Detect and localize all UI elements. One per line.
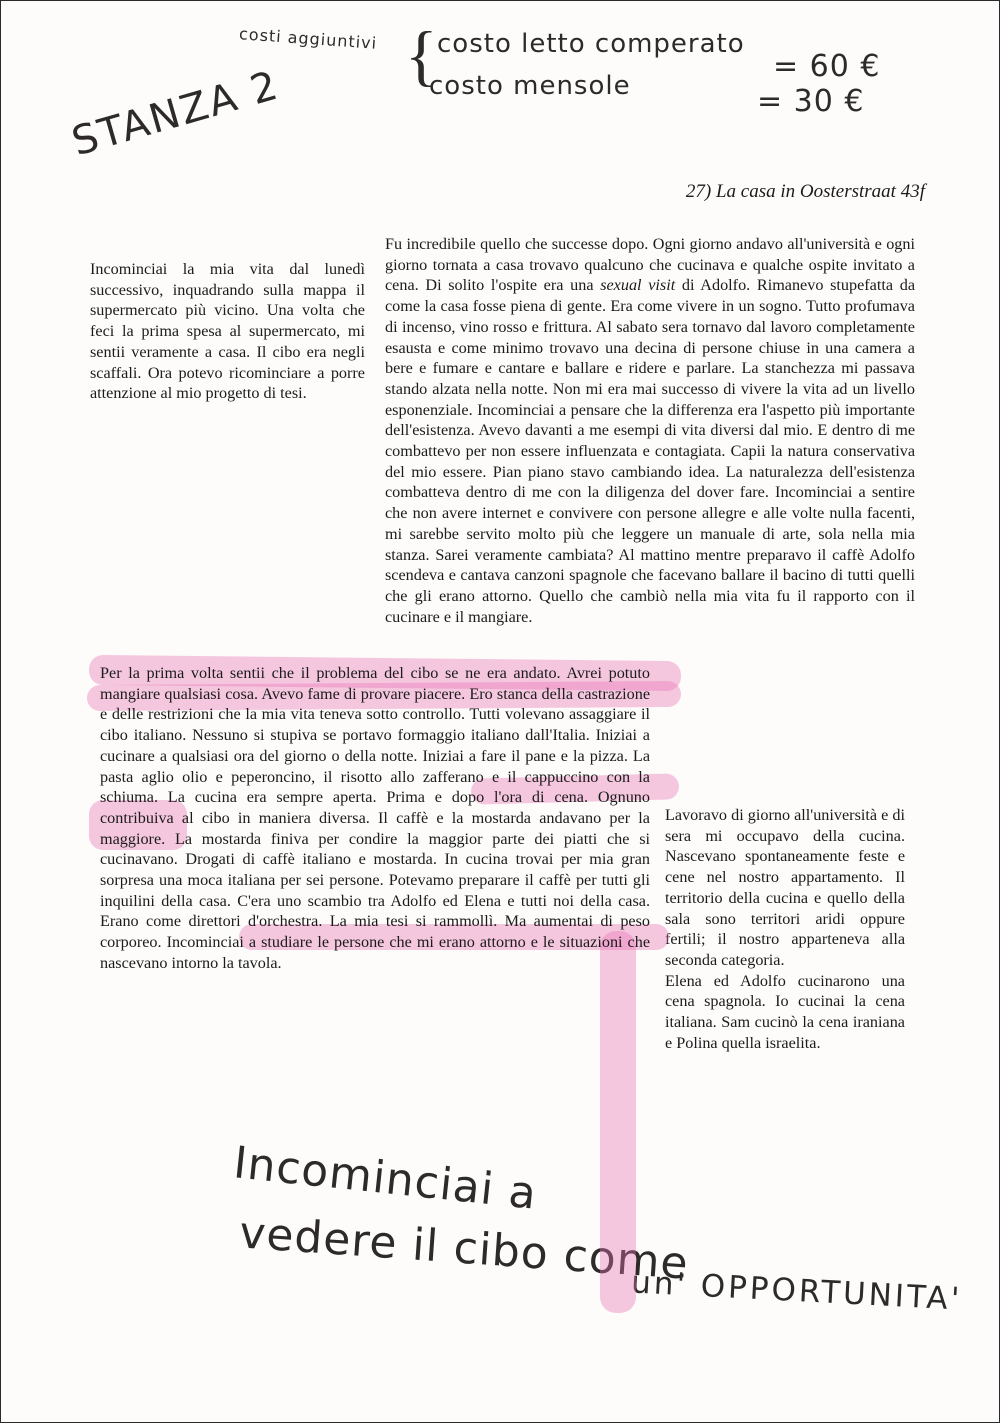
text-column-side-right [665, 805, 905, 1053]
handwritten-closing-line-1: Incominciai a [231, 1137, 540, 1220]
handwritten-cost-bed: costo letto comperato [437, 29, 745, 59]
handwritten-closing-line-3: un' OPPORTUNITA' [630, 1264, 964, 1318]
handwritten-cost-bed-value: = 60 € [773, 49, 881, 84]
paragraph [385, 234, 915, 627]
paragraph: Incominciai la mia vita dal lunedì successivo, inquadrando sulla mappa il supermercato più vicino. Una volta che feci la prima spesa al supermercato, mi sentii veramente a casa. Il cibo era negli scaffali. Ora potevo ricominciare a porre attenzione al mio progetto di tesi. [90, 260, 365, 403]
handwritten-brace: { [405, 17, 439, 93]
text-column-right-top [385, 234, 915, 627]
handwritten-cost-shelves: costo mensole [429, 71, 631, 101]
running-head: 27) La casa in Oosterstraat 43f [685, 181, 925, 202]
handwritten-extra-costs-label: costi aggiuntivi [238, 24, 378, 53]
text-run: Fu incredibile quello che successe dopo. Ogni giorno andavo all'università e ogni giorno tornata a casa trovavo qualcuno che cucinava e qualche ospite invitato a cena. Di solito l'ospite era una [385, 235, 915, 295]
handwritten-room-label: STANZA 2 [67, 62, 285, 166]
paragraph: Lavoravo di giorno all'università e di sera mi occupavo della cucina. Nascevano spontaneamente feste e cene nel nostro appartamento. Il territorio della cucina e quello della sala sono territori aridi oppure fertili; il nostro apparteneva alla seconda categoria. [665, 806, 905, 969]
text-run: di Adolfo. Rimanevo stupefatta da come la casa fosse piena di gente. Era come vivere in un sogno. Tutto profumava di incenso, vino rosso e frittura. Al sabato sera tornavo dal lavoro completamente esausta e come minimo trovavo una decina di persone chiuse in una camera a bere e fumare e cantare e ballare e ridere e parlare. La stanchezza mi passava stando alzata nella notte. Non mi era mai successo di vivere la vita ad un livello esponenziale. Incominciai a pensare che la differenza era l'aspetto più importante dell'esistenza. Avevo davanti a me esempi di vita diversi dal mio. E dentro di me combattevo per non essere influenzata e contagiata. Capii la natura conservativa del mio essere. Pian piano stavo cambiando idea. La naturalezza dell'esistenza combatteva dentro di me con la diligenza del dover fare. Incominciai a sentire che non avere internet e convivere con persone allegre e alle volte nulla facenti, mi sarebbe servito molto più che leggere un manuale di arte, sola nella mia stanza. Sarei veramente cambiata? Al mattino mentre preparavo il caffè Adolfo scendeva e cantava canzoni spagnole che facevano ballare il bacino di tutti quelli che gli erano attorno. Quello che cambiò nella mia vita fu il rapporto con il cucinare e il mangiare. [385, 276, 916, 626]
paragraph: Elena ed Adolfo cucinarono una cena spagnola. Io cucinai la cena italiana. Sam cucinò la cena iraniana e Polina quella israelita. [665, 971, 905, 1052]
text-column-left-top [90, 259, 365, 404]
handwritten-closing-line-2: vedere il cibo come [237, 1207, 691, 1290]
handwritten-cost-shelves-value: = 30 € [757, 84, 865, 119]
paragraph: Per la prima volta sentii che il problema del cibo se ne era andato. Avrei potuto mangiare qualsiasi cosa. Avevo fame di provare piacere. Ero stanca della castrazione e delle restrizioni che la mia vita teneva sotto controllo. Tutti volevano assaggiare il cibo italiano. Nessuno si stupiva se portavo formaggio italiano dall'Italia. Iniziai a cucinare a qualsiasi ora del giorno o della notte. Iniziai a fare il pane e la pizza. La pasta aglio olio e peperoncino, il risotto allo zafferano e il cappuccino con la schiuma. La cucina era sempre aperta. Prima e dopo l'ora di cena. Ognuno contribuiva al cibo in maniera diversa. Il caffè e la mostarda andavano per la maggiore. La mostarda finiva per condire la maggior parte dei piatti che si cucinavano. Drogati di caffè italiano e mostarda. In cucina trovai per mia gran sorpresa una moca italiana per sei persone. Potevamo preparare il caffè per tutti gli inquilini della casa. C'era uno scambio tra Adolfo ed Elena e tutti noi della casa. Erano come direttori d'orchestra. La mia tesi si rammollì. Ma aumentai di peso corporeo. Incominciai a studiare le persone che mi erano attorno e le situazioni che nascevano intorno la tavola. [100, 664, 650, 972]
pink-highlight-vertical-stroke [600, 931, 636, 1313]
italic-phrase: sexual visit [600, 276, 676, 295]
text-column-middle [100, 663, 650, 974]
